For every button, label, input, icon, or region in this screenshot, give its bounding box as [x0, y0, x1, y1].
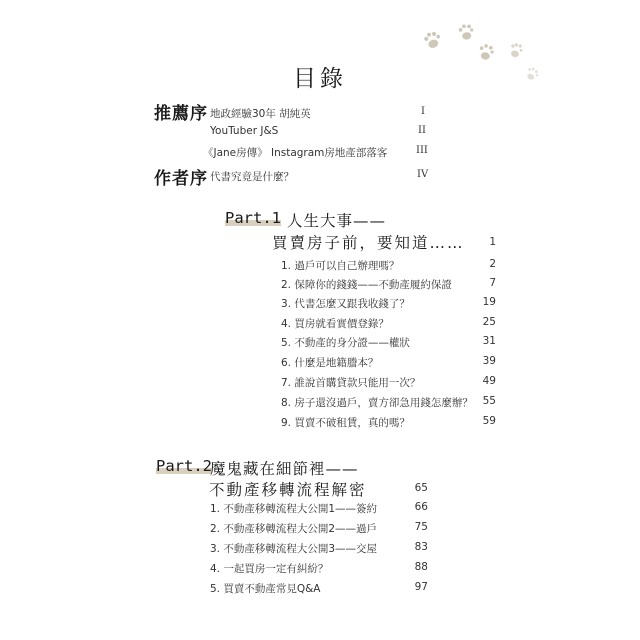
- chapter-item: 3. 不動產移轉流程大公開3——交屋: [210, 543, 378, 555]
- part-1-page: 1: [489, 236, 496, 248]
- chapter-item: 1. 不動產移轉流程大公開1——簽約: [210, 503, 378, 515]
- foreword-entry-page: III: [416, 145, 428, 156]
- chapter-page: 59: [482, 415, 496, 427]
- part-2-page: 65: [414, 482, 428, 494]
- foreword-entry-page: I: [421, 106, 425, 117]
- preface-entry: 代書究竟是什麼？: [210, 171, 294, 183]
- chapter-page: 83: [414, 541, 428, 553]
- chapter-item: 3. 代書怎麼又跟我收錢了？: [281, 298, 410, 310]
- part-2-title: 魔鬼藏在細節裡——: [210, 460, 359, 478]
- chapter-page: 55: [482, 395, 496, 407]
- chapter-page: 97: [414, 581, 428, 593]
- foreword-entry: 《Jane房傳》 Instagram房地產部落客: [203, 147, 388, 159]
- chapter-item: 6. 什麼是地籍謄本？: [281, 357, 379, 369]
- chapter-page: 39: [482, 355, 496, 367]
- chapter-item: 9. 買賣不破租賃，真的嗎？: [281, 417, 410, 429]
- chapter-page: 2: [489, 258, 496, 270]
- page-title: 目錄: [293, 66, 347, 92]
- chapter-item: 5. 買賣不動產常見Q&A: [210, 583, 321, 595]
- chapter-page: 75: [414, 521, 428, 533]
- chapter-page: 31: [482, 335, 496, 347]
- chapter-page: 66: [414, 501, 428, 513]
- part-1-tag: [225, 209, 281, 227]
- part-1-title: 人生大事——: [287, 212, 387, 230]
- foreword-entry: YouTuber J&S: [210, 125, 279, 137]
- chapter-page: 19: [482, 296, 496, 308]
- chapter-item: 5. 不動產的身分證——權狀: [281, 337, 410, 349]
- part-2-tag: [156, 457, 212, 475]
- chapter-item: 1. 過戶可以自己辦理嗎？: [281, 260, 400, 272]
- chapter-item: 8. 房子還沒過戶，賣方卻急用錢怎麼辦？: [281, 397, 473, 409]
- section-label-foreword: 推薦序: [154, 104, 208, 124]
- part-1-subtitle: 買賣房子前，要知道……: [272, 234, 465, 252]
- chapter-item: 7. 誰說首購貸款只能用一次？: [281, 377, 421, 389]
- preface-entry-page: IV: [417, 169, 429, 180]
- chapter-item: 2. 保障你的錢錢——不動產履約保證: [281, 279, 452, 291]
- chapter-page: 49: [482, 375, 496, 387]
- chapter-page: 7: [489, 277, 496, 289]
- chapter-page: 88: [414, 561, 428, 573]
- part-2-subtitle: 不動產移轉流程解密: [209, 481, 367, 499]
- foreword-entry-page: II: [418, 125, 426, 136]
- chapter-item: 4. 買房就看實價登錄？: [281, 318, 389, 330]
- chapter-item: 2. 不動產移轉流程大公開2——過戶: [210, 523, 378, 535]
- chapter-item: 4. 一起買房一定有糾紛？: [210, 563, 329, 575]
- chapter-page: 25: [482, 316, 496, 328]
- foreword-entry: 地政經驗30年 胡純英: [210, 108, 311, 120]
- section-label-preface: 作者序: [154, 169, 208, 189]
- part-1-tag-text: Part.1: [225, 209, 281, 227]
- part-2-tag-text: Part.2: [156, 457, 212, 475]
